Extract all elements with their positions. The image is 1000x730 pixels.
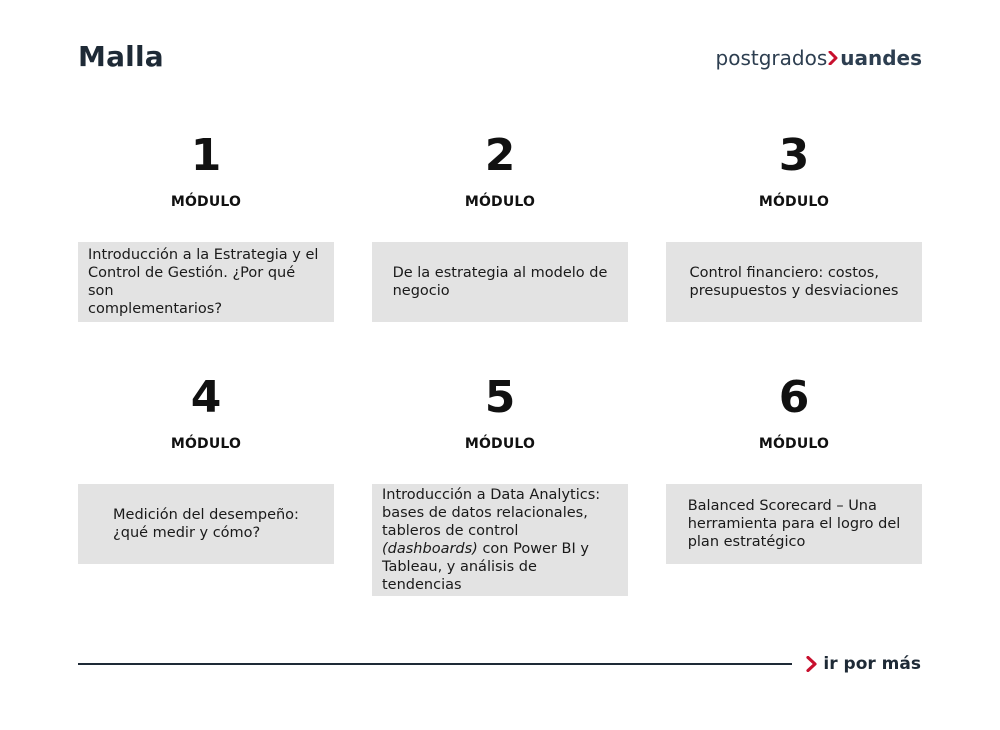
module-label: MÓDULO	[758, 194, 830, 210]
module-4-description	[78, 484, 334, 564]
description-line: complementarios?	[88, 301, 223, 317]
brand-bold-text: uandes	[840, 46, 922, 70]
description-line: tableros de control	[382, 523, 519, 539]
module-3-description	[666, 242, 922, 322]
description-fragment: con Power BI y	[477, 541, 589, 557]
module-1-description	[78, 242, 334, 322]
module-number: 1	[190, 130, 222, 181]
description-line: bases de datos relacionales,	[382, 505, 588, 521]
description-line: Balanced Scorecard – Una	[687, 498, 877, 514]
module-2-description	[372, 242, 628, 322]
chevron-right-icon	[828, 51, 838, 65]
more-link[interactable]	[806, 654, 921, 674]
module-label: MÓDULO	[464, 194, 536, 210]
module-3	[666, 130, 922, 211]
footer-divider	[78, 663, 792, 665]
description-line: presupuestos y desviaciones	[689, 283, 899, 299]
module-4	[78, 372, 334, 453]
chevron-right-icon	[806, 656, 817, 672]
description-line: ¿qué medir y cómo?	[113, 525, 261, 541]
description-line: Introducción a la Estrategia y el	[88, 247, 319, 263]
description-line: Medición del desempeño:	[113, 507, 299, 523]
more-link-label: ir por más	[823, 654, 921, 674]
module-number: 4	[190, 372, 222, 423]
module-2	[372, 130, 628, 211]
description-line: herramienta para el logro del	[687, 516, 901, 532]
module-label: MÓDULO	[464, 436, 536, 452]
description-line: negocio	[392, 283, 450, 299]
module-number: 2	[484, 130, 516, 181]
brand-logo[interactable]	[716, 46, 922, 70]
module-number: 3	[778, 130, 810, 181]
module-number: 5	[484, 372, 516, 423]
module-label: MÓDULO	[170, 436, 242, 452]
description-line: Tableau, y análisis de tendencias	[382, 559, 537, 593]
description-italic: (dashboards)	[382, 541, 478, 557]
module-5-description	[372, 484, 628, 596]
module-number: 6	[778, 372, 810, 423]
description-line: plan estratégico	[687, 534, 806, 550]
module-6	[666, 372, 922, 453]
description-line: Introducción a Data Analytics:	[382, 487, 601, 503]
description-line: Control financiero: costos,	[689, 265, 879, 281]
module-label: MÓDULO	[758, 436, 830, 452]
description-line: Control de Gestión. ¿Por qué son	[88, 265, 296, 299]
module-5	[372, 372, 628, 453]
module-1	[78, 130, 334, 211]
page-title: Malla	[78, 40, 164, 73]
module-6-description	[666, 484, 922, 564]
brand-light-text: postgrados	[715, 46, 828, 70]
module-label: MÓDULO	[170, 194, 242, 210]
description-line: De la estrategia al modelo de	[392, 265, 608, 281]
description-line	[382, 540, 618, 558]
